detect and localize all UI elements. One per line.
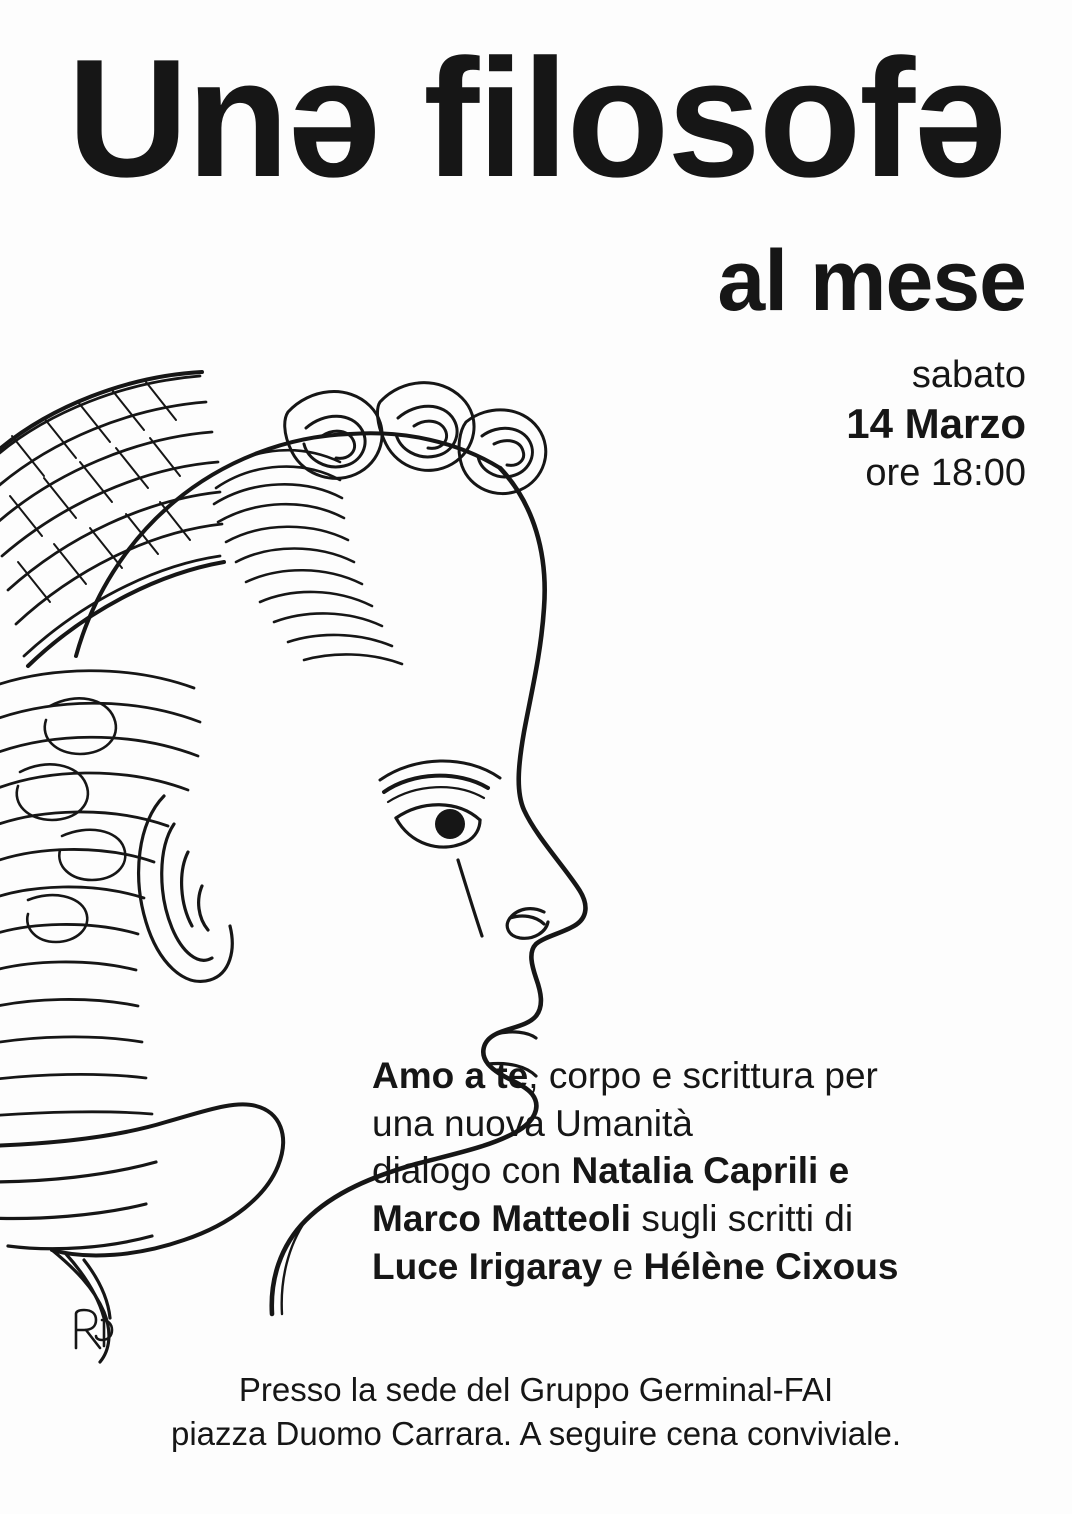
artist-monogram	[62, 1300, 122, 1360]
description-line-5	[372, 1243, 1032, 1291]
author-name-2: Hélène Cixous	[643, 1245, 899, 1287]
page-title: Unə filosofə	[67, 24, 1005, 212]
speaker-name-2: Marco Matteoli	[372, 1198, 632, 1240]
description-line-3-plain: dialogo con	[372, 1150, 572, 1192]
description-line-1	[372, 1052, 1032, 1100]
description-line-5-mid: e	[602, 1245, 644, 1287]
description-line-4	[372, 1195, 1032, 1243]
description-line-4-rest: sugli scritti di	[631, 1198, 854, 1240]
event-weekday: sabato	[911, 354, 1026, 396]
author-name-1: Luce Irigaray	[372, 1245, 603, 1287]
event-time: ore 18:00	[865, 451, 1026, 494]
description-line-3	[372, 1147, 1032, 1195]
venue-line-1: Presso la sede del Gruppo Germinal-FAI	[238, 1371, 834, 1408]
venue-info	[0, 1368, 1072, 1456]
description-line-1-rest: , corpo e scrittura per	[528, 1055, 878, 1096]
description-highlight-title: Amo a te	[372, 1055, 529, 1096]
description-line-2: una nuova Umanità	[372, 1102, 693, 1144]
page-subtitle: al mese	[717, 233, 1026, 329]
event-date-block	[846, 352, 1026, 496]
venue-line-2: piazza Duomo Carrara. A seguire cena conviviale.	[170, 1414, 902, 1452]
speaker-name-1: Natalia Caprili e	[571, 1150, 850, 1192]
event-description	[372, 1052, 1032, 1291]
event-day: 14 Marzo	[846, 400, 1026, 448]
